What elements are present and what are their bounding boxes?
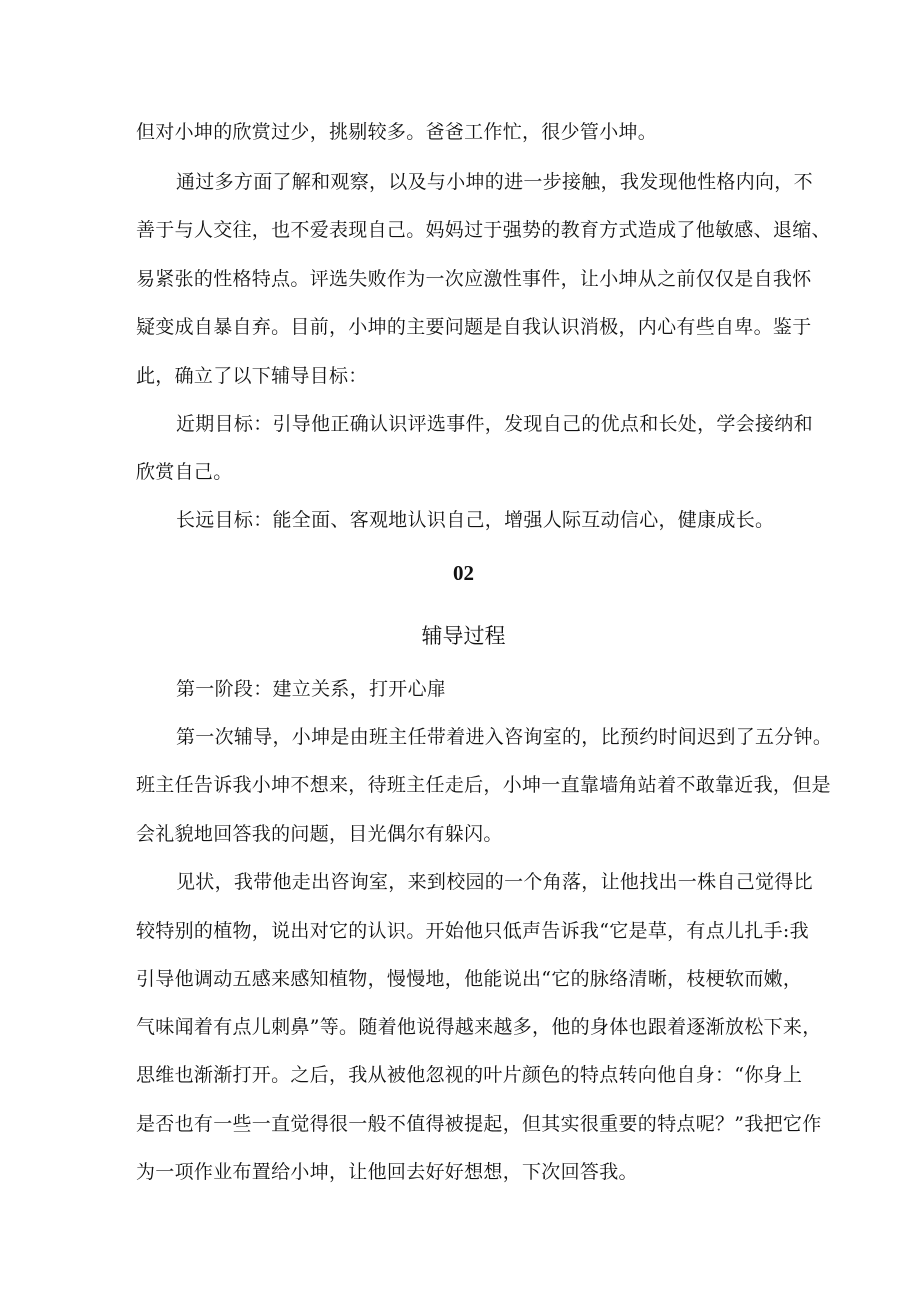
paragraph-line: 通过多方面了解和观察，以及与小坤的进一步接触，我发现他性格内向，不: [176, 171, 813, 193]
paragraph-line: 是否也有一些一直觉得很一般不值得被提起，但其实很重要的特点呢？”我把它作: [136, 1113, 822, 1135]
paragraph-line: 近期目标：引导他正确认识评选事件，发现自己的优点和长处，学会接纳和: [176, 413, 813, 435]
paragraph-line: 但对小坤的欣赏过少，挑剔较多。爸爸工作忙，很少管小坤。: [136, 121, 658, 143]
paragraph-line: 此，确立了以下辅导目标：: [136, 365, 368, 387]
stage-heading: 第一阶段：建立关系，打开心扉: [176, 678, 447, 700]
section-number: 02: [453, 561, 474, 585]
paragraph-line: 班主任告诉我小坤不想来，待班主任走后，小坤一直靠墙角站着不敢靠近我，但是: [136, 774, 831, 796]
paragraph-line: 思维也渐渐打开。之后，我从被他忽视的叶片颜色的特点转向他自身：“你身上: [136, 1064, 803, 1086]
paragraph-line: 易紧张的性格特点。评选失败作为一次应激性事件，让小坤从之前仅仅是自我怀: [136, 268, 812, 290]
paragraph-line: 疑变成自暴自弃。目前，小坤的主要问题是自我认识消极，内心有些自卑。鉴于: [136, 316, 812, 338]
paragraph-line: 善于与人交往，也不爱表现自己。妈妈过于强势的教育方式造成了他敏感、退缩、: [136, 219, 831, 241]
paragraph-line: 长远目标：能全面、客观地认识自己，增强人际互动信心，健康成长。: [176, 509, 775, 531]
paragraph-line: 第一次辅导，小坤是由班主任带着进入咨询室的，比预约时间迟到了五分钟。: [176, 726, 833, 748]
section-title: 辅导过程: [421, 624, 506, 648]
paragraph-line: 引导他调动五感来感知植物，慢慢地，他能说出“它的脉络清晰，枝梗软而嫩，: [136, 968, 803, 990]
paragraph-line: 为一项作业布置给小坤，让他回去好好想想，下次回答我。: [136, 1161, 638, 1183]
paragraph-line: 较特别的植物，说出对它的认识。开始他只低声告诉我“它是草，有点儿扎手:我: [136, 920, 809, 942]
paragraph-line: 见状，我带他走出咨询室，来到校园的一个角落，让他找出一株自己觉得比: [176, 871, 813, 893]
paragraph-line: 欣赏自己。: [136, 461, 233, 483]
paragraph-line: 会礼貌地回答我的问题，目光偶尔有躲闪。: [136, 823, 503, 845]
paragraph-line: 气味闻着有点儿刺鼻”等。随着他说得越来越多，他的身体也跟着逐渐放松下来，: [136, 1016, 822, 1038]
